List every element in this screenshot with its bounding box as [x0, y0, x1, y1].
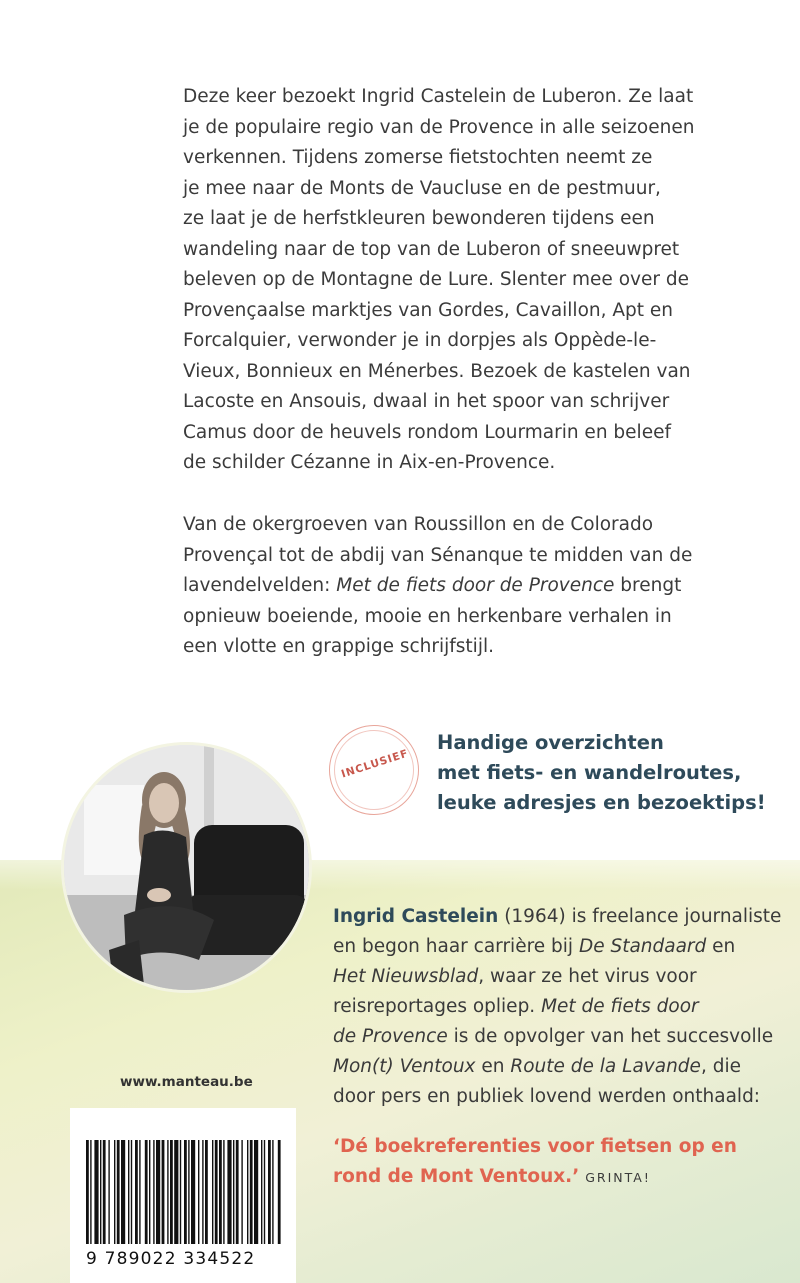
- quote-fragment: rond de Mont Ventoux.’: [333, 1166, 580, 1187]
- text-line: verkennen. Tijdens zomerse fietstochten neemt ze: [183, 147, 653, 168]
- title-fragment: De Standaard: [578, 936, 707, 957]
- barcode-bar: [117, 1140, 120, 1244]
- inclusief-badge: [329, 725, 419, 815]
- text-line: Lacoste en Ansouis, dwaal in het spoor van schrijver: [183, 391, 670, 412]
- barcode-bar: [94, 1140, 98, 1244]
- barcode-bar: [90, 1140, 91, 1244]
- description-paragraph-2: [183, 510, 743, 663]
- text-line: Deze keer bezoekt Ingrid Castelein de Luberon. Ze laat: [183, 86, 694, 107]
- barcode-bar: [167, 1140, 168, 1244]
- quote-line: ‘Dé boekreferenties voor fietsen op en: [333, 1136, 737, 1157]
- barcode-bar: [241, 1140, 242, 1244]
- bio-line: [333, 992, 753, 1022]
- highlight-text: [437, 728, 766, 818]
- barcode-bar: [184, 1140, 187, 1244]
- bio-line: [333, 902, 782, 932]
- bio-line: [333, 962, 753, 992]
- barcode-bar: [198, 1140, 199, 1244]
- text-fragment: , waar ze het virus voor: [478, 966, 697, 987]
- barcode-bar: [128, 1140, 129, 1244]
- text-fragment: en begon haar carrière bij: [333, 936, 579, 957]
- text-fragment: is de opvolger van het succesvolle: [447, 1026, 774, 1047]
- barcode-bar: [233, 1140, 234, 1244]
- barcode-bar: [254, 1140, 258, 1244]
- bio-line: [333, 1022, 774, 1052]
- text-fragment: en: [475, 1056, 511, 1077]
- barcode-bar: [156, 1140, 160, 1244]
- barcode-bar: [180, 1140, 181, 1244]
- text-line: opnieuw boeiende, mooie en herkenbare verhalen in: [183, 605, 672, 627]
- author-name: Ingrid Castelein: [333, 906, 499, 927]
- title-fragment: Met de fiets door: [541, 996, 699, 1017]
- barcode-bar: [215, 1140, 218, 1244]
- text-line: beleven op de Montagne de Lure. Slenter mee over de: [183, 269, 689, 290]
- barcode-bars: [70, 1108, 296, 1248]
- bio-line: [333, 932, 753, 962]
- text-line: Provençal tot de abdij van Sénanque te midden van de: [183, 544, 693, 566]
- text-line: je mee naar de Monts de Vaucluse en de pestmuur,: [183, 177, 661, 199]
- author-photo: [64, 745, 309, 990]
- text-line: Van de okergroeven van Roussillon en de Colorado: [183, 514, 654, 535]
- barcode-bar: [153, 1140, 154, 1244]
- barcode-bar: [174, 1140, 178, 1244]
- barcode-bar: [261, 1140, 262, 1244]
- barcode-bar: [236, 1140, 239, 1244]
- barcode-bar: [191, 1140, 195, 1244]
- barcode-bar: [139, 1140, 140, 1244]
- barcode-bar: [170, 1140, 173, 1244]
- text-line: Camus door de heuvels rondom Lourmarin en beleef: [183, 421, 671, 443]
- text-line: Vieux, Bonnieux en Ménerbes. Bezoek de kastelen van: [183, 360, 691, 382]
- barcode-bar: [86, 1140, 89, 1244]
- bio-line: [333, 1052, 753, 1082]
- barcode-bar: [188, 1140, 189, 1244]
- barcode-bar: [135, 1140, 138, 1244]
- book-title: Met de fiets door de Provence: [336, 575, 615, 596]
- highlight-line: Handige overzichten: [437, 731, 664, 754]
- barcode-bar: [114, 1140, 115, 1244]
- description-paragraph-1: [183, 82, 743, 479]
- barcode-bar: [250, 1140, 253, 1244]
- author-bio: [333, 902, 782, 1112]
- text-line: je de populaire regio van de Provence in alle seizoenen: [183, 116, 695, 138]
- barcode-bar: [205, 1140, 208, 1244]
- author-portrait-illustration: [64, 745, 309, 990]
- barcode-bar: [202, 1140, 203, 1244]
- text-fragment: brengt: [614, 575, 682, 596]
- barcode-bar: [162, 1140, 165, 1244]
- text-line: wandeling naar de top van de Luberon of sneeuwpret: [183, 238, 680, 260]
- barcode-bar: [100, 1140, 101, 1244]
- quote-source: GRINTA!: [579, 1170, 651, 1185]
- barcode-bar: [247, 1140, 248, 1244]
- text-fragment: lavendelvelden:: [183, 575, 337, 596]
- title-fragment: Het Nieuwsblad: [333, 966, 479, 987]
- quote-line: [333, 1162, 737, 1193]
- barcode-bar: [121, 1140, 125, 1244]
- barcode-bar: [108, 1140, 109, 1244]
- barcode-bar: [219, 1140, 222, 1244]
- barcode-bar: [272, 1140, 273, 1244]
- text-line: een vlotte en grappige schrijfstijl.: [183, 636, 494, 657]
- text-line: de schilder Cézanne in Aix-en-Provence.: [183, 452, 556, 473]
- text-fragment: (1964) is freelance journaliste: [498, 906, 782, 927]
- text-fragment: reisreportages opliep.: [333, 996, 542, 1017]
- barcode-bar: [145, 1140, 148, 1244]
- badge-text: INCLUSIEF: [339, 747, 411, 781]
- barcode-bar: [223, 1140, 224, 1244]
- barcode-bar: [227, 1140, 231, 1244]
- barcode-bar: [149, 1140, 150, 1244]
- barcode-bar: [264, 1140, 265, 1244]
- text-line: [183, 571, 743, 602]
- title-fragment: Mon(t) Ventoux: [333, 1056, 476, 1077]
- barcode-bar: [212, 1140, 213, 1244]
- title-fragment: Route de la Lavande: [510, 1056, 701, 1077]
- barcode-bar: [268, 1140, 271, 1244]
- barcode-bar: [103, 1140, 106, 1244]
- title-fragment: de Provence: [333, 1026, 448, 1047]
- barcode-bar: [131, 1140, 132, 1244]
- publisher-url: www.manteau.be: [120, 1074, 253, 1090]
- isbn-number: 9 789022 334522: [86, 1249, 256, 1269]
- bio-line: door pers en publiek lovend werden onthaald:: [333, 1086, 761, 1107]
- highlight-line: met fiets- en wandelroutes,: [437, 761, 742, 784]
- press-quote: [333, 1132, 737, 1193]
- text-fragment: en: [706, 936, 736, 957]
- text-line: Forcalquier, verwonder je in dorpjes als Oppède-le-: [183, 330, 657, 351]
- text-line: ze laat je de herfstkleuren bewonderen tijdens een: [183, 208, 655, 229]
- highlight-line: leuke adresjes en bezoektips!: [437, 791, 766, 814]
- text-line: Provençaalse marktjes van Gordes, Cavaillon, Apt en: [183, 299, 674, 321]
- text-fragment: , die: [700, 1056, 741, 1077]
- barcode-bar: [278, 1140, 281, 1244]
